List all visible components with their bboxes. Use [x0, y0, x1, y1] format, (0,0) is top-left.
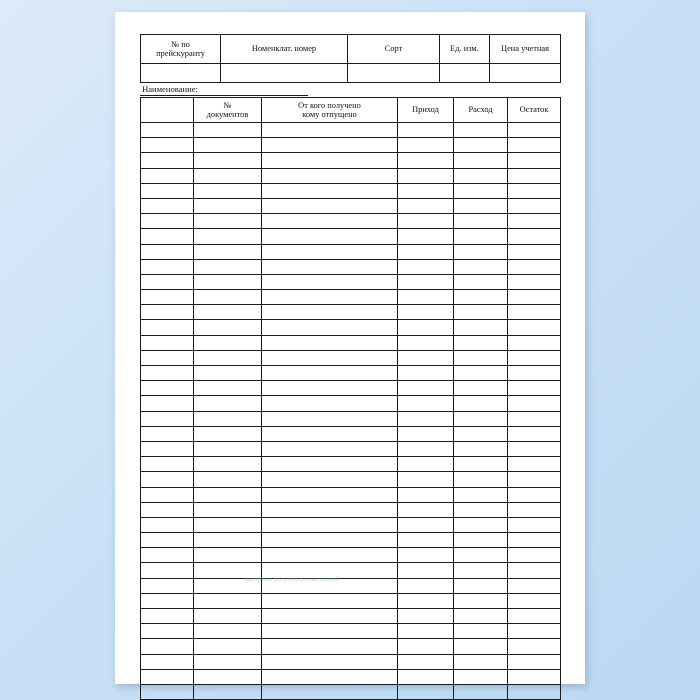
- table-header-row: [141, 35, 561, 64]
- cell-from-whom-to-whom[interactable]: [262, 502, 398, 517]
- col-from-whom-to-whom: [262, 98, 398, 123]
- cell-date[interactable]: [141, 214, 194, 229]
- cell-income[interactable]: [398, 229, 454, 244]
- cell-balance[interactable]: [508, 411, 561, 426]
- cell-date[interactable]: [141, 138, 194, 153]
- table-row: [141, 472, 561, 487]
- cell-from-whom-to-whom[interactable]: [262, 487, 398, 502]
- cell-nomenclature-number[interactable]: [221, 64, 348, 83]
- cell-income[interactable]: [398, 244, 454, 259]
- cell-date[interactable]: [141, 548, 194, 563]
- cell-expense[interactable]: [454, 563, 508, 578]
- cell-expense[interactable]: [454, 487, 508, 502]
- cell-from-whom-to-whom[interactable]: [262, 153, 398, 168]
- cell-document-number[interactable]: [194, 366, 262, 381]
- cell-document-number[interactable]: [194, 563, 262, 578]
- cell-document-number[interactable]: [194, 335, 262, 350]
- cell-from-whom-to-whom[interactable]: [262, 335, 398, 350]
- cell-date[interactable]: [141, 533, 194, 548]
- cell-from-whom-to-whom[interactable]: [262, 305, 398, 320]
- table-row: [141, 183, 561, 198]
- cell-balance[interactable]: [508, 593, 561, 608]
- cell-income[interactable]: [398, 487, 454, 502]
- cell-balance[interactable]: [508, 654, 561, 669]
- ledger-table: [140, 97, 561, 700]
- table-row: [141, 624, 561, 639]
- cell-document-number[interactable]: [194, 274, 262, 289]
- table-row: [141, 259, 561, 274]
- table-row: [141, 320, 561, 335]
- cell-income[interactable]: [398, 138, 454, 153]
- cell-from-whom-to-whom[interactable]: [262, 183, 398, 198]
- cell-from-whom-to-whom[interactable]: [262, 593, 398, 608]
- cell-expense[interactable]: [454, 183, 508, 198]
- cell-expense[interactable]: [454, 366, 508, 381]
- cell-expense[interactable]: [454, 350, 508, 365]
- cell-document-number[interactable]: [194, 502, 262, 517]
- cell-date[interactable]: [141, 244, 194, 259]
- cell-income[interactable]: [398, 153, 454, 168]
- table-row: [141, 533, 561, 548]
- table-row: [141, 350, 561, 365]
- col-price-list-number-line1: № по: [171, 39, 190, 49]
- cell-expense[interactable]: [454, 153, 508, 168]
- cell-income[interactable]: [398, 517, 454, 532]
- cell-balance[interactable]: [508, 487, 561, 502]
- cell-from-whom-to-whom[interactable]: [262, 533, 398, 548]
- cell-balance[interactable]: [508, 548, 561, 563]
- cell-balance[interactable]: [508, 138, 561, 153]
- cell-from-whom-to-whom[interactable]: [262, 624, 398, 639]
- cell-income[interactable]: [398, 366, 454, 381]
- cell-income[interactable]: [398, 472, 454, 487]
- cell-balance[interactable]: [508, 669, 561, 684]
- table-row: [141, 381, 561, 396]
- cell-expense[interactable]: [454, 396, 508, 411]
- cell-balance[interactable]: [508, 639, 561, 654]
- cell-balance[interactable]: [508, 563, 561, 578]
- cell-date[interactable]: [141, 441, 194, 456]
- cell-document-number[interactable]: [194, 153, 262, 168]
- cell-date[interactable]: [141, 198, 194, 213]
- cell-from-whom-to-whom[interactable]: [262, 259, 398, 274]
- cell-date[interactable]: [141, 457, 194, 472]
- document-page: [115, 12, 585, 684]
- cell-expense[interactable]: [454, 381, 508, 396]
- cell-balance[interactable]: [508, 426, 561, 441]
- cell-accounting-price[interactable]: [490, 64, 561, 83]
- table-row: [141, 366, 561, 381]
- cell-price-list-number[interactable]: [141, 64, 221, 83]
- cell-document-number[interactable]: [194, 593, 262, 608]
- cell-expense[interactable]: [454, 684, 508, 699]
- cell-date[interactable]: [141, 366, 194, 381]
- col-date: [141, 98, 194, 123]
- table-row: [141, 426, 561, 441]
- cell-document-number[interactable]: [194, 214, 262, 229]
- cell-balance[interactable]: [508, 244, 561, 259]
- cell-balance[interactable]: [508, 123, 561, 138]
- cell-from-whom-to-whom[interactable]: [262, 381, 398, 396]
- cell-date[interactable]: [141, 517, 194, 532]
- cell-expense[interactable]: [454, 214, 508, 229]
- cell-document-number[interactable]: [194, 168, 262, 183]
- cell-income[interactable]: [398, 305, 454, 320]
- cell-expense[interactable]: [454, 639, 508, 654]
- cell-document-number[interactable]: [194, 244, 262, 259]
- name-label: Наименование:: [142, 84, 198, 94]
- cell-income[interactable]: [398, 609, 454, 624]
- table-row: [141, 244, 561, 259]
- header-table: [140, 34, 561, 83]
- cell-from-whom-to-whom[interactable]: [262, 441, 398, 456]
- table-row: [141, 168, 561, 183]
- cell-document-number[interactable]: [194, 350, 262, 365]
- table-row: [141, 502, 561, 517]
- cell-income[interactable]: [398, 396, 454, 411]
- cell-income[interactable]: [398, 350, 454, 365]
- cell-income[interactable]: [398, 123, 454, 138]
- cell-date[interactable]: [141, 487, 194, 502]
- cell-document-number[interactable]: [194, 320, 262, 335]
- cell-document-number[interactable]: [194, 487, 262, 502]
- table-row: [141, 578, 561, 593]
- table-row: [141, 396, 561, 411]
- cell-income[interactable]: [398, 381, 454, 396]
- col-document-number-line1: №: [223, 100, 232, 110]
- cell-document-number[interactable]: [194, 609, 262, 624]
- cell-balance[interactable]: [508, 472, 561, 487]
- table-row: [141, 123, 561, 138]
- cell-balance[interactable]: [508, 624, 561, 639]
- cell-expense[interactable]: [454, 472, 508, 487]
- cell-balance[interactable]: [508, 335, 561, 350]
- cell-date[interactable]: [141, 563, 194, 578]
- cell-document-number[interactable]: [194, 533, 262, 548]
- table-row: [141, 563, 561, 578]
- cell-document-number[interactable]: [194, 183, 262, 198]
- cell-from-whom-to-whom[interactable]: [262, 320, 398, 335]
- cell-balance[interactable]: [508, 609, 561, 624]
- col-grade: Сорт: [348, 35, 440, 64]
- cell-date[interactable]: [141, 593, 194, 608]
- cell-balance[interactable]: [508, 457, 561, 472]
- cell-income[interactable]: [398, 624, 454, 639]
- cell-expense[interactable]: [454, 578, 508, 593]
- cell-date[interactable]: [141, 411, 194, 426]
- cell-expense[interactable]: [454, 654, 508, 669]
- table-row: [141, 639, 561, 654]
- cell-income[interactable]: [398, 335, 454, 350]
- cell-from-whom-to-whom[interactable]: [262, 198, 398, 213]
- table-row: [141, 290, 561, 305]
- cell-balance[interactable]: [508, 214, 561, 229]
- cell-expense[interactable]: [454, 259, 508, 274]
- cell-from-whom-to-whom[interactable]: [262, 669, 398, 684]
- cell-from-whom-to-whom[interactable]: [262, 244, 398, 259]
- cell-income[interactable]: [398, 411, 454, 426]
- cell-balance[interactable]: [508, 381, 561, 396]
- cell-expense[interactable]: [454, 274, 508, 289]
- cell-document-number[interactable]: [194, 123, 262, 138]
- cell-from-whom-to-whom[interactable]: [262, 274, 398, 289]
- cell-document-number[interactable]: [194, 669, 262, 684]
- cell-document-number[interactable]: [194, 441, 262, 456]
- cell-from-whom-to-whom[interactable]: [262, 457, 398, 472]
- cell-document-number[interactable]: [194, 138, 262, 153]
- table-row: [141, 138, 561, 153]
- cell-balance[interactable]: [508, 684, 561, 699]
- col-document-number: [194, 98, 262, 123]
- cell-balance[interactable]: [508, 198, 561, 213]
- cell-income[interactable]: [398, 168, 454, 183]
- cell-income[interactable]: [398, 259, 454, 274]
- cell-income[interactable]: [398, 214, 454, 229]
- cell-document-number[interactable]: [194, 396, 262, 411]
- name-field: [140, 83, 560, 97]
- cell-expense[interactable]: [454, 593, 508, 608]
- cell-balance[interactable]: [508, 168, 561, 183]
- cell-date[interactable]: [141, 335, 194, 350]
- cell-document-number[interactable]: [194, 198, 262, 213]
- cell-expense[interactable]: [454, 244, 508, 259]
- col-expense: Расход: [454, 98, 508, 123]
- cell-date[interactable]: [141, 639, 194, 654]
- ledger-header-row: [141, 98, 561, 123]
- col-unit: Ед. изм.: [440, 35, 490, 64]
- table-row: [141, 441, 561, 456]
- cell-date[interactable]: [141, 350, 194, 365]
- cell-expense[interactable]: [454, 669, 508, 684]
- cell-balance[interactable]: [508, 366, 561, 381]
- cell-document-number[interactable]: [194, 381, 262, 396]
- table-row: [141, 305, 561, 320]
- cell-expense[interactable]: [454, 168, 508, 183]
- cell-from-whom-to-whom[interactable]: [262, 563, 398, 578]
- table-row: [141, 609, 561, 624]
- cell-income[interactable]: [398, 457, 454, 472]
- cell-income[interactable]: [398, 198, 454, 213]
- cell-expense[interactable]: [454, 502, 508, 517]
- cell-from-whom-to-whom[interactable]: [262, 229, 398, 244]
- cell-from-whom-to-whom[interactable]: [262, 366, 398, 381]
- cell-income[interactable]: [398, 502, 454, 517]
- col-price-list-number: [141, 35, 221, 64]
- cell-document-number[interactable]: [194, 426, 262, 441]
- table-row: [141, 593, 561, 608]
- cell-expense[interactable]: [454, 290, 508, 305]
- col-price-list-number-line2: прейскуранту: [156, 49, 205, 58]
- cell-balance[interactable]: [508, 533, 561, 548]
- cell-expense[interactable]: [454, 411, 508, 426]
- cell-date[interactable]: [141, 229, 194, 244]
- cell-document-number[interactable]: [194, 411, 262, 426]
- cell-from-whom-to-whom[interactable]: [262, 214, 398, 229]
- cell-balance[interactable]: [508, 305, 561, 320]
- cell-from-whom-to-whom[interactable]: [262, 138, 398, 153]
- cell-document-number[interactable]: [194, 290, 262, 305]
- cell-document-number[interactable]: [194, 624, 262, 639]
- table-row: [141, 684, 561, 699]
- cell-income[interactable]: [398, 684, 454, 699]
- table-row: [141, 669, 561, 684]
- col-nomenclature-number: Номенклат. номер: [221, 35, 348, 64]
- table-row: [141, 335, 561, 350]
- cell-expense[interactable]: [454, 138, 508, 153]
- table-row: [141, 411, 561, 426]
- cell-date[interactable]: [141, 381, 194, 396]
- table-row: [141, 198, 561, 213]
- cell-income[interactable]: [398, 578, 454, 593]
- cell-from-whom-to-whom[interactable]: [262, 168, 398, 183]
- cell-document-number[interactable]: [194, 229, 262, 244]
- cell-from-whom-to-whom[interactable]: [262, 548, 398, 563]
- cell-income[interactable]: [398, 654, 454, 669]
- cell-income[interactable]: [398, 441, 454, 456]
- cell-balance[interactable]: [508, 441, 561, 456]
- cell-document-number[interactable]: [194, 548, 262, 563]
- cell-unit[interactable]: [440, 64, 490, 83]
- cell-date[interactable]: [141, 290, 194, 305]
- col-income: Приход: [398, 98, 454, 123]
- faint-watermark-note: материал получен по накладной: [245, 577, 339, 583]
- cell-from-whom-to-whom[interactable]: [262, 396, 398, 411]
- cell-date[interactable]: [141, 578, 194, 593]
- cell-from-whom-to-whom[interactable]: [262, 654, 398, 669]
- cell-income[interactable]: [398, 320, 454, 335]
- cell-date[interactable]: [141, 153, 194, 168]
- table-row: [141, 487, 561, 502]
- cell-document-number[interactable]: [194, 259, 262, 274]
- cell-balance[interactable]: [508, 229, 561, 244]
- cell-expense[interactable]: [454, 335, 508, 350]
- cell-grade[interactable]: [348, 64, 440, 83]
- cell-expense[interactable]: [454, 229, 508, 244]
- cell-income[interactable]: [398, 593, 454, 608]
- cell-date[interactable]: [141, 168, 194, 183]
- cell-expense[interactable]: [454, 548, 508, 563]
- cell-expense[interactable]: [454, 624, 508, 639]
- name-underline[interactable]: [140, 95, 308, 96]
- cell-document-number[interactable]: [194, 684, 262, 699]
- table-row: [141, 548, 561, 563]
- cell-document-number[interactable]: [194, 472, 262, 487]
- cell-balance[interactable]: [508, 502, 561, 517]
- cell-expense[interactable]: [454, 441, 508, 456]
- cell-document-number[interactable]: [194, 639, 262, 654]
- cell-from-whom-to-whom[interactable]: [262, 123, 398, 138]
- cell-expense[interactable]: [454, 517, 508, 532]
- cell-date[interactable]: [141, 624, 194, 639]
- cell-income[interactable]: [398, 290, 454, 305]
- cell-expense[interactable]: [454, 305, 508, 320]
- cell-from-whom-to-whom[interactable]: [262, 517, 398, 532]
- form-sheet: [140, 34, 560, 700]
- cell-from-whom-to-whom[interactable]: [262, 290, 398, 305]
- cell-income[interactable]: [398, 426, 454, 441]
- cell-date[interactable]: [141, 123, 194, 138]
- table-row: [141, 214, 561, 229]
- cell-from-whom-to-whom[interactable]: [262, 684, 398, 699]
- col-accounting-price: Цена учетная: [490, 35, 561, 64]
- cell-document-number[interactable]: [194, 305, 262, 320]
- cell-income[interactable]: [398, 563, 454, 578]
- cell-date[interactable]: [141, 259, 194, 274]
- cell-document-number[interactable]: [194, 457, 262, 472]
- cell-balance[interactable]: [508, 517, 561, 532]
- cell-date[interactable]: [141, 320, 194, 335]
- cell-document-number[interactable]: [194, 654, 262, 669]
- ledger-body: [141, 123, 561, 700]
- cell-date[interactable]: [141, 274, 194, 289]
- cell-from-whom-to-whom[interactable]: [262, 639, 398, 654]
- cell-date[interactable]: [141, 305, 194, 320]
- cell-income[interactable]: [398, 274, 454, 289]
- cell-expense[interactable]: [454, 609, 508, 624]
- cell-expense[interactable]: [454, 457, 508, 472]
- col-document-number-line2: документов: [206, 110, 249, 119]
- cell-income[interactable]: [398, 669, 454, 684]
- cell-income[interactable]: [398, 533, 454, 548]
- cell-expense[interactable]: [454, 123, 508, 138]
- cell-balance[interactable]: [508, 274, 561, 289]
- table-row: [141, 654, 561, 669]
- cell-balance[interactable]: [508, 350, 561, 365]
- cell-income[interactable]: [398, 183, 454, 198]
- cell-from-whom-to-whom[interactable]: [262, 426, 398, 441]
- cell-expense[interactable]: [454, 426, 508, 441]
- cell-expense[interactable]: [454, 198, 508, 213]
- cell-income[interactable]: [398, 548, 454, 563]
- cell-date[interactable]: [141, 684, 194, 699]
- cell-balance[interactable]: [508, 259, 561, 274]
- cell-date[interactable]: [141, 426, 194, 441]
- col-from-whom-to-whom-line1: От кого получено: [298, 100, 361, 110]
- table-row: [141, 229, 561, 244]
- cell-balance[interactable]: [508, 396, 561, 411]
- cell-from-whom-to-whom[interactable]: [262, 472, 398, 487]
- table-row: [141, 153, 561, 168]
- cell-expense[interactable]: [454, 533, 508, 548]
- cell-date[interactable]: [141, 502, 194, 517]
- cell-date[interactable]: [141, 654, 194, 669]
- cell-balance[interactable]: [508, 320, 561, 335]
- table-row: [141, 274, 561, 289]
- col-balance: Остаток: [508, 98, 561, 123]
- cell-balance[interactable]: [508, 290, 561, 305]
- table-row: [141, 457, 561, 472]
- table-row: [141, 517, 561, 532]
- cell-date[interactable]: [141, 396, 194, 411]
- cell-date[interactable]: [141, 472, 194, 487]
- cell-date[interactable]: [141, 669, 194, 684]
- col-from-whom-to-whom-line2: кому отпущено: [302, 110, 357, 119]
- cell-document-number[interactable]: [194, 517, 262, 532]
- cell-from-whom-to-whom[interactable]: [262, 609, 398, 624]
- cell-income[interactable]: [398, 639, 454, 654]
- cell-balance[interactable]: [508, 183, 561, 198]
- cell-from-whom-to-whom[interactable]: [262, 411, 398, 426]
- cell-expense[interactable]: [454, 320, 508, 335]
- cell-from-whom-to-whom[interactable]: [262, 350, 398, 365]
- table-row: [141, 64, 561, 83]
- cell-balance[interactable]: [508, 578, 561, 593]
- cell-date[interactable]: [141, 609, 194, 624]
- cell-date[interactable]: [141, 183, 194, 198]
- cell-balance[interactable]: [508, 153, 561, 168]
